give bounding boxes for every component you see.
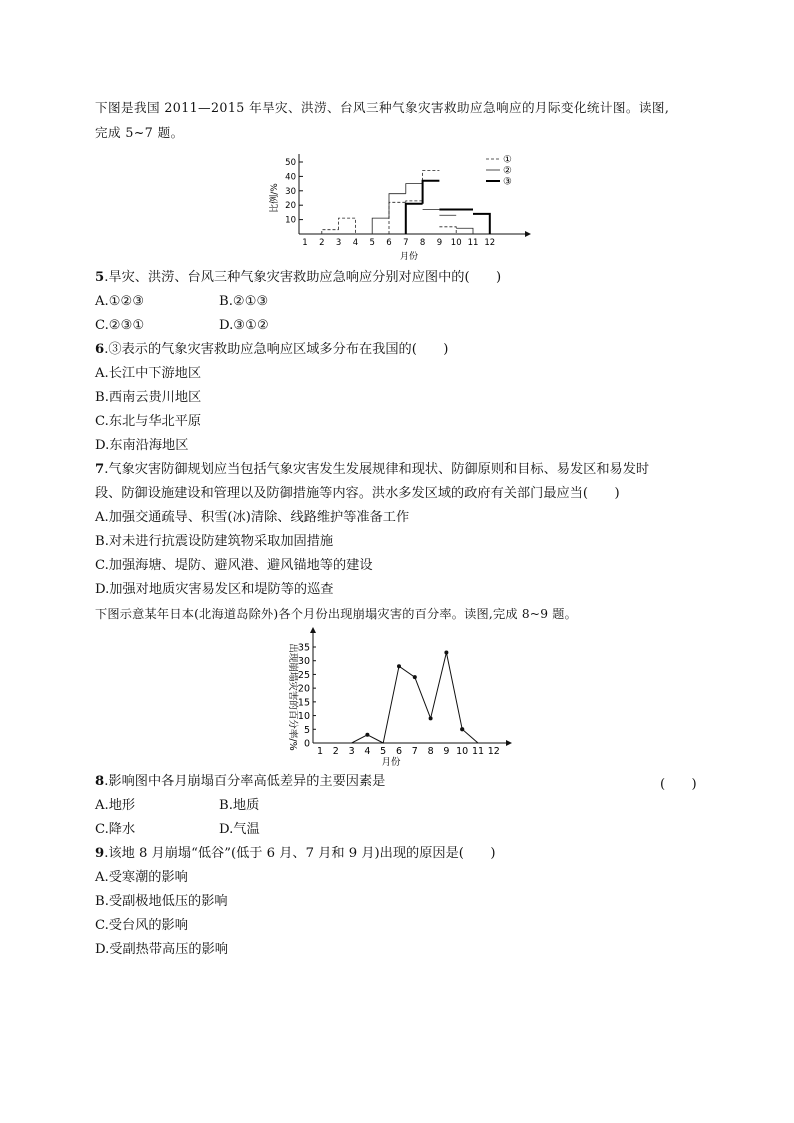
q6-option-d[interactable]: D.东南沿海地区 [95, 438, 189, 453]
question-8-number: 8 [95, 774, 105, 789]
chart2-x-tick-label: 5 [380, 746, 387, 757]
chart2-y-tick-label: 5 [303, 724, 310, 736]
chart2-x-axis-arrow [506, 740, 512, 746]
question-8-stem [95, 773, 385, 791]
question-7-text-1: .气象灾害防御规划应当包括气象灾害发生发展规律和现状、防御原则和目标、易发区和易发时 [104, 462, 650, 477]
q6-option-b[interactable]: B.西南云贵川地区 [95, 390, 202, 405]
chart2-x-tick-label: 11 [471, 746, 485, 757]
chart2-point [413, 675, 417, 679]
question-9-number: 9 [95, 846, 105, 861]
q6-option-a[interactable]: A.长江中下游地区 [95, 366, 202, 381]
q9-option-d[interactable]: D.受副热带高压的影响 [95, 942, 228, 957]
chart1-series-3 [406, 181, 490, 234]
chart2-point [444, 650, 448, 654]
question-5-number: 5 [95, 270, 105, 285]
chart2-points [365, 650, 464, 736]
chart2-x-tick-label: 7 [411, 746, 418, 757]
chart1-x-tick-label: 2 [319, 238, 325, 248]
q5-option-a[interactable]: A.①②③ [95, 294, 145, 309]
chart1-x-tick-label: 6 [386, 238, 392, 248]
chart2-y-tick-label: 10 [297, 711, 310, 723]
chart2-point [429, 716, 433, 720]
question-9-stem [95, 845, 495, 863]
q7-option-d[interactable]: D.加强对地质灾害易发区和堤防等的巡查 [95, 582, 334, 597]
chart2-x-tick-label: 8 [427, 746, 434, 757]
chart1-legend-label-2: ② [503, 165, 512, 177]
chart1-x-tick-label: 5 [369, 238, 375, 248]
chart1-x-tick-label: 11 [467, 238, 479, 248]
question-7-stem-line-1 [95, 461, 649, 479]
chart1-legend-label-1: ① [503, 154, 512, 166]
chart2-y-tick-label: 30 [297, 656, 310, 668]
chart2-x-tick-label: 10 [456, 746, 469, 757]
q5-option-b[interactable]: B.②①③ [219, 294, 269, 309]
chart2-y-tick-label: 25 [297, 669, 310, 681]
chart2-y-axis-label: 出现崩塌灾害的百分率/% [287, 643, 298, 751]
chart1-x-tick-label: 4 [352, 238, 359, 248]
chart2-x-tick-label: 9 [443, 746, 450, 757]
question-5-text: .旱灾、洪涝、台风三种气象灾害救助应急响应分别对应图中的( ) [104, 270, 502, 285]
intro-text-line-1: 下图是我国 2011—2015 年旱灾、洪涝、台风三种气象灾害救助应急响应的月际变化统计图。读图, [95, 100, 670, 115]
chart1-series [322, 171, 490, 234]
chart1-x-tick-label: 7 [403, 238, 409, 248]
chart1-legend-label-3: ③ [503, 176, 512, 188]
chart1-y-axis-label: 比例/% [270, 183, 280, 213]
question-8-text: .影响图中各月崩塌百分率高低差异的主要因素是 [104, 774, 386, 789]
chart2-point [365, 733, 369, 737]
q9-option-a[interactable]: A.受寒潮的影响 [95, 870, 188, 885]
chart2-y-tick-label: 35 [297, 642, 310, 654]
intro-text-2: 下图示意某年日本(北海道岛除外)各个月份出现崩塌灾害的百分率。读图,完成 8~9 题。 [95, 607, 578, 621]
chart1-y-tick-label: 20 [285, 201, 296, 212]
collapse-rate-line-chart [280, 625, 520, 770]
chart2-x-tick-label: 12 [487, 746, 500, 757]
chart1-x-tick-label: 1 [302, 238, 308, 248]
q8-option-b[interactable]: B.地质 [219, 798, 260, 813]
chart1-x-tick-label: 3 [335, 238, 342, 248]
q7-option-c[interactable]: C.加强海塘、堤防、避风港、避风锚地等的建设 [95, 558, 373, 573]
chart2-x-tick-label: 2 [332, 746, 339, 757]
chart2-x-tick-label: 1 [316, 746, 324, 757]
chart1-x-axis-arrow [525, 231, 531, 237]
question-7-stem-line-2: 段、防御设施建设和管理以及防御措施等内容。洪水多发区域的政府有关部门最应当( ) [95, 486, 620, 501]
question-6-stem [95, 341, 448, 359]
chart1-x-tick-label: 9 [436, 238, 443, 248]
chart1-x-tick-label: 8 [419, 238, 426, 248]
chart1-x-tick-label: 12 [484, 238, 496, 248]
chart2-series-line [352, 652, 478, 743]
chart1-y-tick-label: 40 [285, 172, 296, 183]
chart2-y-tick-label: 15 [297, 697, 310, 709]
chart1-y-tick-label: 50 [285, 158, 296, 168]
chart2-axes [298, 627, 512, 757]
chart2-x-tick-label: 6 [395, 746, 403, 757]
question-5-stem [95, 269, 501, 287]
chart1-y-tick-label: 10 [285, 215, 296, 226]
q7-option-b[interactable]: B.对未进行抗震设防建筑物采取加固措施 [95, 534, 334, 549]
question-8-answer-blank: ( ) [660, 777, 697, 792]
chart2-y-tick-label: 0 [303, 738, 310, 750]
question-9-text: .该地 8 月崩塌“低谷”(低于 6 月、7 月和 9 月)出现的原因是( ) [104, 846, 496, 861]
chart2-y-tick-label: 20 [297, 683, 310, 695]
q9-option-c[interactable]: C.受台风的影响 [95, 918, 188, 933]
chart2-y-axis-arrow [310, 627, 316, 633]
chart1-x-axis-label: 月份 [399, 252, 419, 262]
chart2-x-tick-label: 4 [364, 746, 371, 757]
chart1-legend [486, 155, 512, 188]
question-6-number: 6 [95, 342, 105, 357]
q9-option-b[interactable]: B.受副极地低压的影响 [95, 894, 228, 909]
q5-option-d[interactable]: D.③①② [219, 318, 269, 333]
question-7-number: 7 [95, 462, 105, 477]
intro-text-line-2: 完成 5~7 题。 [95, 125, 184, 140]
q8-option-a[interactable]: A.地形 [95, 798, 136, 813]
chart2-x-axis-label: 月份 [381, 757, 401, 768]
q5-option-c[interactable]: C.②③① [95, 318, 145, 333]
question-6-text: .③表示的气象灾害救助应急响应区域多分布在我国的( ) [104, 342, 449, 357]
chart2-x-tick-label: 3 [348, 746, 355, 757]
chart1-x-tick-label: 10 [450, 238, 462, 248]
chart2-point [460, 727, 464, 731]
q8-option-c[interactable]: C.降水 [95, 822, 136, 837]
chart1-y-tick-label: 30 [285, 186, 296, 197]
q8-option-d[interactable]: D.气温 [219, 822, 260, 837]
chart2-point [397, 664, 401, 668]
q7-option-a[interactable]: A.加强交通疏导、积雪(冰)清除、线路维护等准备工作 [95, 510, 410, 525]
q6-option-c[interactable]: C.东北与华北平原 [95, 414, 202, 429]
disaster-response-step-chart [262, 150, 552, 265]
